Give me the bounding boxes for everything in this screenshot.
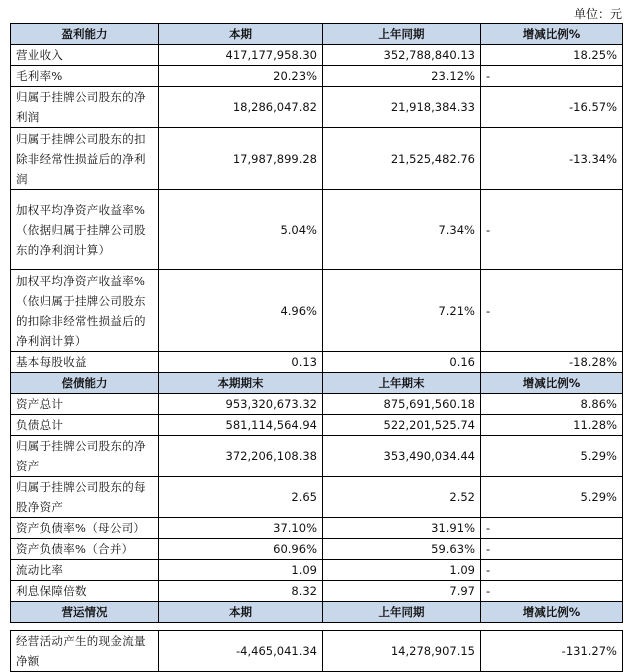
previous-value: 21,918,384.33 bbox=[323, 87, 481, 128]
row-label: 资产负债率%（合并） bbox=[11, 539, 159, 560]
change-value: - bbox=[481, 190, 623, 270]
previous-value: 522,201,525.74 bbox=[323, 415, 481, 436]
change-value: -131.27% bbox=[481, 631, 623, 672]
current-value: 8.32 bbox=[159, 581, 323, 602]
previous-value: 0.16 bbox=[323, 352, 481, 373]
current-value: 953,320,673.32 bbox=[159, 394, 323, 415]
row-label: 利息保障倍数 bbox=[11, 581, 159, 602]
previous-value: 7.97 bbox=[323, 581, 481, 602]
current-value: 60.96% bbox=[159, 539, 323, 560]
table-row bbox=[11, 394, 623, 415]
table-row bbox=[11, 539, 623, 560]
current-value: 18,286,047.82 bbox=[159, 87, 323, 128]
row-label: 加权平均净资产收益率%（依据归属于挂牌公司股东的净利润计算） bbox=[11, 190, 159, 270]
current-value: 581,114,564.94 bbox=[159, 415, 323, 436]
current-value: 417,177,958.30 bbox=[159, 45, 323, 66]
table-row bbox=[11, 128, 623, 190]
unit-label: 单位：元 bbox=[573, 7, 622, 21]
previous-value: 23.12% bbox=[323, 66, 481, 87]
change-value: - bbox=[481, 518, 623, 539]
previous-value: 2.52 bbox=[323, 477, 481, 518]
table-row bbox=[11, 631, 623, 672]
header-cell: 增减比例% bbox=[481, 602, 623, 623]
section-header-operations bbox=[11, 602, 623, 623]
previous-value: 14,278,907.15 bbox=[323, 631, 481, 672]
previous-value: 59.63% bbox=[323, 539, 481, 560]
row-label: 毛利率% bbox=[11, 66, 159, 87]
current-value: 0.13 bbox=[159, 352, 323, 373]
current-value: 1.09 bbox=[159, 560, 323, 581]
change-value: - bbox=[481, 560, 623, 581]
table-row bbox=[11, 270, 623, 352]
change-value: 18.25% bbox=[481, 45, 623, 66]
table-row bbox=[11, 352, 623, 373]
previous-value: 21,525,482.76 bbox=[323, 128, 481, 190]
change-value: - bbox=[481, 270, 623, 352]
current-value: 17,987,899.28 bbox=[159, 128, 323, 190]
spacer-cell bbox=[481, 623, 623, 631]
section-header-profitability bbox=[11, 24, 623, 45]
header-cell: 上年期末 bbox=[323, 373, 481, 394]
table-row bbox=[11, 518, 623, 539]
change-value: 5.29% bbox=[481, 477, 623, 518]
previous-value: 352,788,840.13 bbox=[323, 45, 481, 66]
header-cell: 增减比例% bbox=[481, 373, 623, 394]
header-cell: 增减比例% bbox=[481, 24, 623, 45]
header-cell: 偿债能力 bbox=[11, 373, 159, 394]
row-label: 营业收入 bbox=[11, 45, 159, 66]
row-label: 资产总计 bbox=[11, 394, 159, 415]
previous-value: 353,490,034.44 bbox=[323, 436, 481, 477]
table-row bbox=[11, 477, 623, 518]
financial-summary-table bbox=[10, 23, 623, 672]
change-value: -16.57% bbox=[481, 87, 623, 128]
header-cell: 上年同期 bbox=[323, 602, 481, 623]
table-row bbox=[11, 66, 623, 87]
previous-value: 875,691,560.18 bbox=[323, 394, 481, 415]
header-cell: 本期期末 bbox=[159, 373, 323, 394]
previous-value: 7.21% bbox=[323, 270, 481, 352]
header-cell: 营运情况 bbox=[11, 602, 159, 623]
row-label: 基本每股收益 bbox=[11, 352, 159, 373]
header-cell: 盈利能力 bbox=[11, 24, 159, 45]
row-label: 流动比率 bbox=[11, 560, 159, 581]
change-value: 11.28% bbox=[481, 415, 623, 436]
spacer-cell bbox=[159, 623, 323, 631]
header-cell: 本期 bbox=[159, 24, 323, 45]
change-value: - bbox=[481, 66, 623, 87]
spacer-row bbox=[11, 623, 623, 631]
change-value: -18.28% bbox=[481, 352, 623, 373]
row-label: 经营活动产生的现金流量净额 bbox=[11, 631, 159, 672]
change-value: - bbox=[481, 539, 623, 560]
current-value: 20.23% bbox=[159, 66, 323, 87]
current-value: 2.65 bbox=[159, 477, 323, 518]
previous-value: 1.09 bbox=[323, 560, 481, 581]
table-row bbox=[11, 415, 623, 436]
table-row bbox=[11, 581, 623, 602]
row-label: 加权平均净资产收益率%（依归属于挂牌公司股东的扣除非经常性损益后的净利润计算） bbox=[11, 270, 159, 352]
header-cell: 上年同期 bbox=[323, 24, 481, 45]
change-value: 5.29% bbox=[481, 436, 623, 477]
current-value: 37.10% bbox=[159, 518, 323, 539]
previous-value: 31.91% bbox=[323, 518, 481, 539]
section-header-solvency bbox=[11, 373, 623, 394]
spacer-cell bbox=[323, 623, 481, 631]
row-label: 归属于挂牌公司股东的净利润 bbox=[11, 87, 159, 128]
change-value: - bbox=[481, 581, 623, 602]
current-value: 5.04% bbox=[159, 190, 323, 270]
table-row bbox=[11, 436, 623, 477]
current-value: -4,465,041.34 bbox=[159, 631, 323, 672]
spacer-cell bbox=[11, 623, 159, 631]
table-row bbox=[11, 87, 623, 128]
previous-value: 7.34% bbox=[323, 190, 481, 270]
change-value: -13.34% bbox=[481, 128, 623, 190]
row-label: 归属于挂牌公司股东的净资产 bbox=[11, 436, 159, 477]
row-label: 归属于挂牌公司股东的扣除非经常性损益后的净利润 bbox=[11, 128, 159, 190]
table-row bbox=[11, 45, 623, 66]
current-value: 4.96% bbox=[159, 270, 323, 352]
header-cell: 本期 bbox=[159, 602, 323, 623]
current-value: 372,206,108.38 bbox=[159, 436, 323, 477]
row-label: 归属于挂牌公司股东的每股净资产 bbox=[11, 477, 159, 518]
table-row bbox=[11, 190, 623, 270]
change-value: 8.86% bbox=[481, 394, 623, 415]
row-label: 负债总计 bbox=[11, 415, 159, 436]
row-label: 资产负债率%（母公司） bbox=[11, 518, 159, 539]
table-row bbox=[11, 560, 623, 581]
